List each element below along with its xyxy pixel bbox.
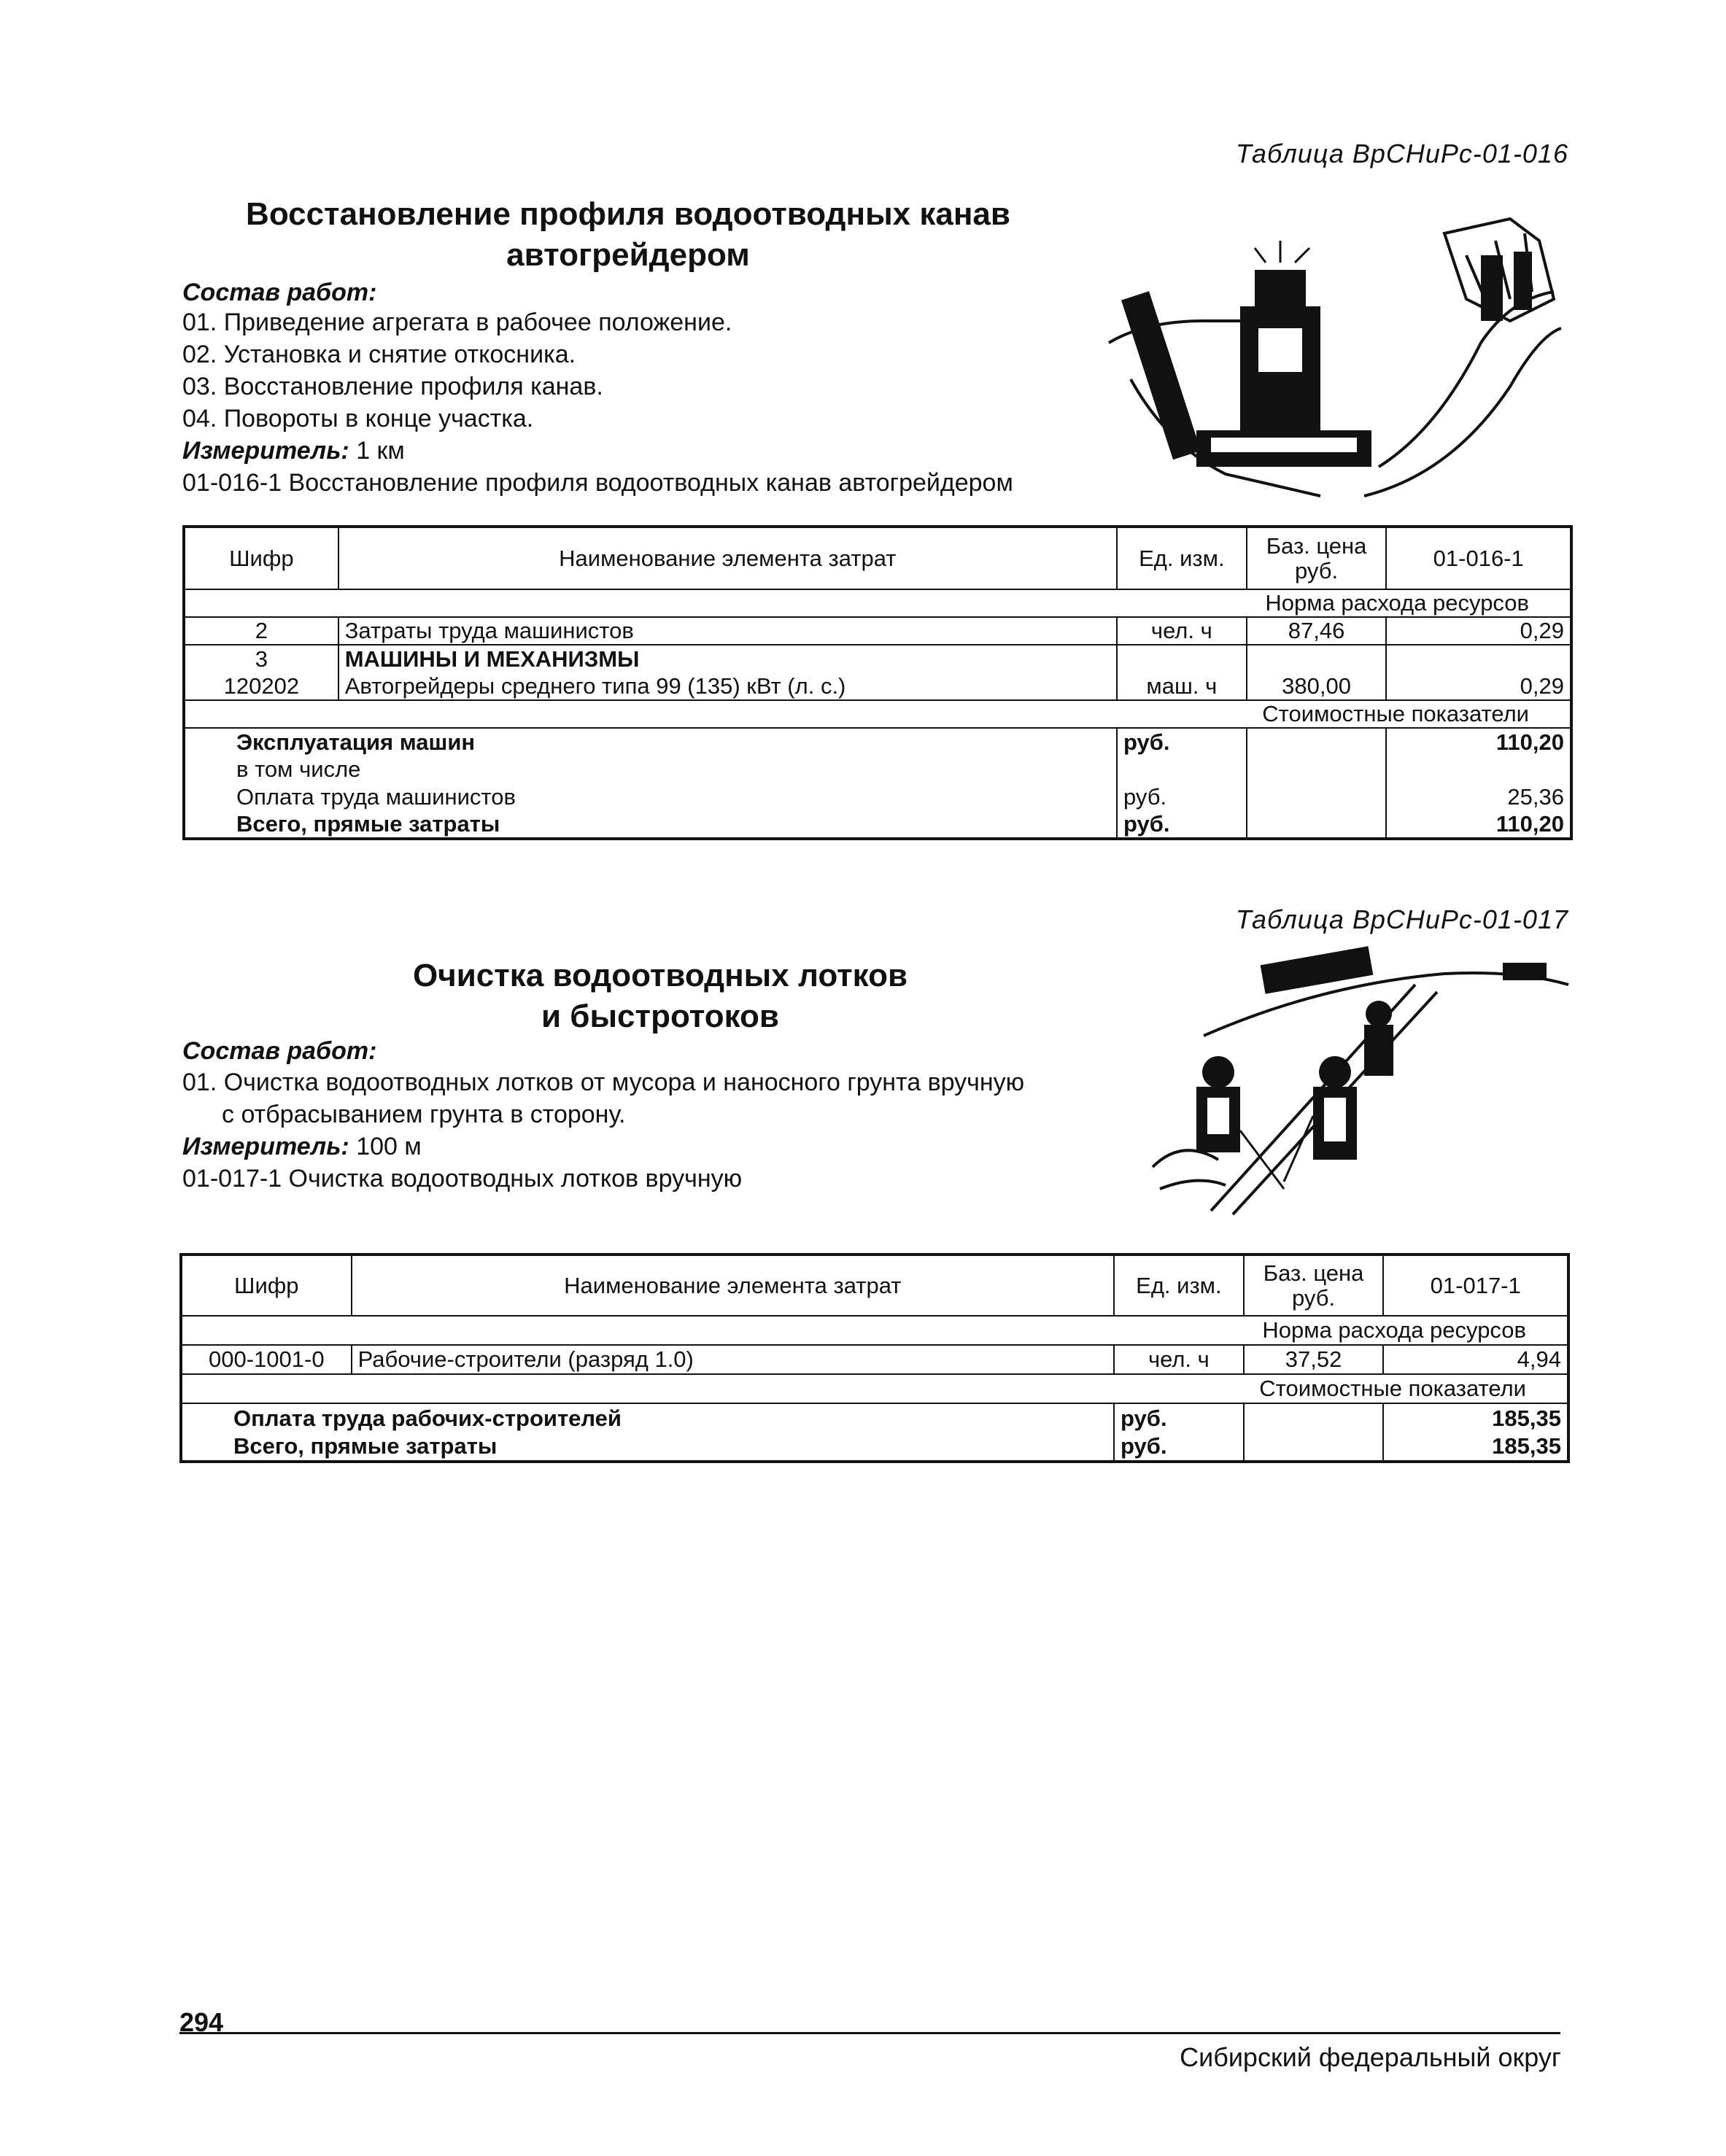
- header-code: Шифр: [181, 1255, 352, 1316]
- section-costs: Стоимостные показатели: [184, 700, 1571, 728]
- header-unit: Ед. изм.: [1114, 1255, 1244, 1316]
- cost-row: [184, 728, 1571, 756]
- measure-line: [182, 435, 1013, 467]
- works-list: [182, 1066, 1024, 1195]
- cost-value: 25,36: [1386, 783, 1571, 811]
- table-header-row: [181, 1255, 1568, 1316]
- table-row: [181, 1345, 1568, 1374]
- cost-price: [1247, 756, 1387, 783]
- cell-value: 4,94: [1383, 1345, 1568, 1374]
- cell-price: 380,00: [1247, 672, 1387, 700]
- cost-row: [181, 1432, 1568, 1462]
- cell-name: Рабочие-строители (разряд 1.0): [352, 1345, 1114, 1374]
- cost-unit: [1117, 756, 1247, 783]
- section-resources: Норма расхода ресурсов: [181, 1316, 1568, 1345]
- motor-grader-illustration: [1102, 212, 1568, 511]
- measure-value: 1 км: [356, 437, 405, 465]
- cell-name: МАШИНЫ И МЕХАНИЗМЫ: [338, 645, 1117, 672]
- cost-unit: руб.: [1117, 728, 1247, 756]
- title-line-2: и быстротоков: [541, 998, 779, 1034]
- cell-name: Автогрейдеры среднего типа 99 (135) кВт (л. с.): [338, 672, 1117, 700]
- norm-line: 01-017-1 Очистка водоотводных лотков вручную: [182, 1165, 743, 1193]
- cost-value: 185,35: [1383, 1403, 1568, 1432]
- composition-label: Состав работ:: [182, 1037, 377, 1065]
- section-row: [184, 700, 1571, 728]
- cell-code: 2: [184, 617, 338, 645]
- section-row: [181, 1316, 1568, 1345]
- cell-price: 37,52: [1244, 1345, 1384, 1374]
- cost-value: [1386, 756, 1571, 783]
- work-item: 02. Установка и снятие откосника.: [182, 341, 576, 368]
- cost-row: [181, 1403, 1568, 1432]
- cell-price: [1247, 645, 1387, 672]
- header-name: Наименование элемента затрат: [338, 527, 1117, 589]
- cell-unit: [1117, 645, 1247, 672]
- cell-code: 3: [184, 645, 338, 672]
- measure-label: Измеритель:: [182, 1133, 349, 1160]
- work-item: 01. Очистка водоотводных лотков от мусора и наносного грунта вручную: [182, 1069, 1025, 1096]
- header-code: Шифр: [184, 527, 338, 589]
- composition-label: Состав работ:: [182, 279, 377, 306]
- cost-name: в том числе: [184, 756, 1117, 783]
- header-norm: 01-017-1: [1383, 1255, 1568, 1316]
- cell-value: 0,29: [1386, 672, 1571, 700]
- section-title-016: [179, 194, 1077, 276]
- cost-unit: руб.: [1114, 1403, 1244, 1432]
- cost-name: Всего, прямые затраты: [181, 1432, 1114, 1462]
- cell-price: 87,46: [1247, 617, 1387, 645]
- table-label-017: Таблица ВрСНиРс-01-017: [1235, 904, 1568, 934]
- cost-table-017: [179, 1253, 1570, 1463]
- footer-rule: [179, 2032, 1560, 2034]
- header-price: [1244, 1255, 1384, 1316]
- table-header-row: [184, 527, 1571, 589]
- cost-price: [1247, 811, 1387, 839]
- page-number: 294: [179, 2007, 224, 2037]
- cost-unit: руб.: [1114, 1432, 1244, 1462]
- cost-value: 110,20: [1386, 811, 1571, 839]
- cell-code: 120202: [184, 672, 338, 700]
- work-item: 01. Приведение агрегата в рабочее положение.: [182, 309, 732, 336]
- header-price-line2: руб.: [1292, 1284, 1336, 1311]
- table-row: [184, 617, 1571, 645]
- header-name: Наименование элемента затрат: [352, 1255, 1114, 1316]
- cost-row: [184, 756, 1571, 783]
- title-line-1: Восстановление профиля водоотводных канав: [246, 196, 1010, 232]
- cell-unit: чел. ч: [1117, 617, 1247, 645]
- cost-unit: руб.: [1117, 783, 1247, 811]
- cost-row: [184, 811, 1571, 839]
- works-list: [182, 306, 1013, 499]
- cost-row: [184, 783, 1571, 811]
- section-resources: Норма расхода ресурсов: [184, 589, 1571, 617]
- section-costs: Стоимостные показатели: [181, 1374, 1568, 1403]
- work-item: с отбрасыванием грунта в сторону.: [222, 1101, 626, 1128]
- title-line-2: автогрейдером: [506, 237, 750, 273]
- cell-code: 000-1001-0: [181, 1345, 352, 1374]
- cell-value: [1386, 645, 1571, 672]
- header-price-line2: руб.: [1295, 557, 1339, 583]
- table-label-016: Таблица ВрСНиРс-01-016: [1235, 139, 1568, 168]
- cost-name: Оплата труда машинистов: [184, 783, 1117, 811]
- cost-price: [1247, 728, 1387, 756]
- measure-label: Измеритель:: [182, 437, 349, 465]
- section-title-017: [292, 955, 1029, 1037]
- title-line-1: Очистка водоотводных лотков: [412, 958, 908, 993]
- cost-value: 110,20: [1386, 728, 1571, 756]
- measure-value: 100 м: [356, 1133, 422, 1160]
- cell-value: 0,29: [1386, 617, 1571, 645]
- cost-table-016: [182, 525, 1573, 840]
- cost-name: Всего, прямые затраты: [184, 811, 1117, 839]
- section-row: [184, 589, 1571, 617]
- measure-line: [182, 1131, 1024, 1163]
- cost-unit: руб.: [1117, 811, 1247, 839]
- footer-region: Сибирский федеральный округ: [1180, 2042, 1561, 2072]
- header-unit: Ед. изм.: [1117, 527, 1247, 589]
- cost-price: [1247, 783, 1387, 811]
- cost-price: [1244, 1403, 1384, 1432]
- section-row: [181, 1374, 1568, 1403]
- cost-price: [1244, 1432, 1384, 1462]
- header-price: [1247, 527, 1387, 589]
- header-price-line1: Баз. цена: [1266, 532, 1367, 559]
- table-row: [184, 645, 1571, 672]
- cell-unit: чел. ч: [1114, 1345, 1244, 1374]
- workers-cleaning-illustration: [1138, 941, 1576, 1218]
- table-row: [184, 672, 1571, 700]
- cost-name: Эксплуатация машин: [184, 728, 1117, 756]
- cell-name: Затраты труда машинистов: [338, 617, 1117, 645]
- cost-value: 185,35: [1383, 1432, 1568, 1462]
- norm-line: 01-016-1 Восстановление профиля водоотводных канав автогрейдером: [182, 469, 1013, 497]
- work-item: 03. Восстановление профиля канав.: [182, 373, 603, 400]
- cell-unit: маш. ч: [1117, 672, 1247, 700]
- work-item: 04. Повороты в конце участка.: [182, 405, 534, 433]
- header-price-line1: Баз. цена: [1263, 1260, 1364, 1286]
- cost-name: Оплата труда рабочих-строителей: [181, 1403, 1114, 1432]
- header-norm: 01-016-1: [1386, 527, 1571, 589]
